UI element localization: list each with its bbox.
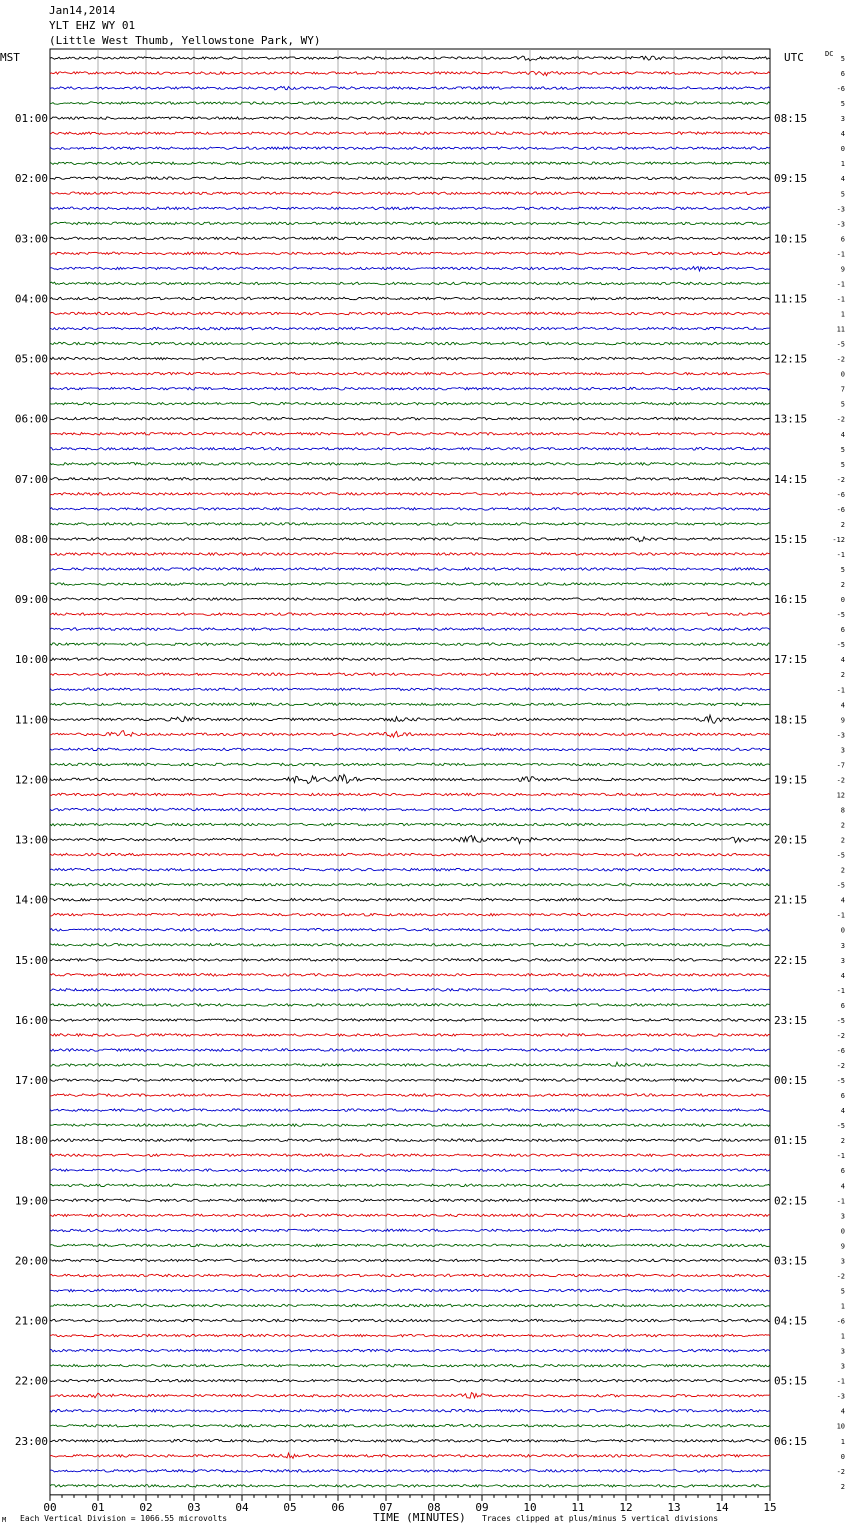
dc-offset-label: 4 — [840, 130, 845, 139]
seismic-trace — [50, 282, 770, 285]
utc-hour-label: 02:15 — [774, 1194, 808, 1208]
x-tick-label: 10 — [523, 1500, 537, 1514]
dc-offset-label: 6 — [840, 1092, 845, 1101]
seismic-trace — [50, 868, 770, 871]
utc-hour-label: 22:15 — [774, 953, 808, 967]
dc-offset-label: 4 — [840, 971, 845, 980]
dc-offset-label: -5 — [836, 641, 845, 650]
dc-offset-label: 0 — [840, 1452, 845, 1461]
seismic-trace — [50, 1425, 770, 1428]
seismic-trace — [50, 1049, 770, 1052]
seismic-trace — [50, 1229, 770, 1232]
mst-hour-label: 15:00 — [14, 953, 48, 967]
seismic-trace — [50, 974, 770, 977]
dc-offset-label: 10 — [836, 1422, 845, 1431]
mst-hour-label: 07:00 — [14, 472, 48, 486]
seismic-trace — [50, 1062, 770, 1066]
dc-offset-label: 4 — [840, 656, 845, 665]
x-tick-label: 13 — [667, 1500, 681, 1514]
dc-offset-label: 2 — [840, 1137, 845, 1146]
dc-offset-label: 1 — [840, 160, 845, 169]
dc-offset-label: -2 — [836, 355, 845, 364]
dc-offset-label: 5 — [840, 55, 845, 63]
dc-offset-label: 3 — [840, 1257, 845, 1266]
dc-offset-label: -1 — [836, 986, 845, 995]
x-axis-title: TIME (MINUTES) — [373, 1511, 466, 1524]
mst-hour-label: 09:00 — [14, 593, 48, 607]
dc-offset-label: 1 — [840, 1302, 845, 1311]
dc-offset-label: 6 — [840, 1167, 845, 1176]
dc-offset-label: 3 — [840, 115, 845, 124]
utc-hour-label: 10:15 — [774, 232, 808, 246]
seismic-trace — [50, 628, 770, 631]
x-tick-label: 12 — [619, 1500, 633, 1514]
mst-hour-label: 16:00 — [14, 1013, 48, 1027]
seismic-trace — [50, 775, 770, 784]
utc-hour-label: 03:15 — [774, 1254, 808, 1268]
seismic-trace — [50, 1244, 770, 1247]
seismic-trace — [50, 1094, 770, 1097]
x-tick-label: 00 — [43, 1500, 57, 1514]
utc-hour-label: 01:15 — [774, 1134, 808, 1148]
utc-hour-label: 18:15 — [774, 713, 808, 727]
mst-hour-label: 19:00 — [14, 1194, 48, 1208]
seismic-trace — [50, 147, 770, 150]
dc-offset-label: 2 — [840, 836, 845, 845]
x-tick-label: 08 — [427, 1500, 441, 1514]
seismic-trace — [50, 658, 770, 661]
seismic-trace — [50, 1274, 770, 1277]
seismic-trace — [50, 463, 770, 466]
seismic-trace — [50, 1453, 770, 1458]
seismic-trace — [50, 357, 770, 360]
dc-offset-label: 2 — [840, 866, 845, 875]
utc-hour-label: 12:15 — [774, 352, 808, 366]
seismic-trace — [50, 823, 770, 826]
dc-offset-label: 3 — [840, 1212, 845, 1221]
dc-offset-label: -1 — [836, 686, 845, 695]
seismic-trace — [50, 1034, 770, 1037]
x-tick-label: 02 — [139, 1500, 153, 1514]
dc-offset-label: 5 — [840, 1287, 845, 1296]
utc-hour-label: 05:15 — [774, 1374, 808, 1388]
seismic-trace — [50, 1334, 770, 1337]
dc-offset-label: -5 — [836, 1016, 845, 1025]
utc-hour-label: 19:15 — [774, 773, 808, 787]
seismic-trace — [50, 929, 770, 932]
mst-hour-label: 20:00 — [14, 1254, 48, 1268]
dc-offset-label: 9 — [840, 265, 845, 274]
utc-hour-label: 09:15 — [774, 172, 808, 186]
dc-offset-label: -5 — [836, 851, 845, 860]
mst-hour-label: 12:00 — [14, 773, 48, 787]
seismic-trace — [50, 1440, 770, 1443]
seismic-trace — [50, 132, 770, 135]
seismic-trace — [50, 1485, 770, 1488]
seismic-trace — [50, 1364, 770, 1367]
seismic-trace — [50, 207, 770, 210]
seismic-trace — [50, 117, 770, 120]
utc-hour-label: 04:15 — [774, 1314, 808, 1328]
dc-offset-label: 6 — [840, 235, 845, 244]
seismic-trace — [50, 1214, 770, 1216]
mst-hour-label: 22:00 — [14, 1374, 48, 1388]
seismic-trace — [50, 836, 770, 844]
seismic-trace — [50, 1319, 770, 1322]
dc-offset-label: 4 — [840, 896, 845, 905]
utc-hour-label: 06:15 — [774, 1434, 808, 1448]
dc-offset-label: 9 — [840, 716, 845, 725]
scale-note: Each Vertical Division = 1066.55 microvolts — [20, 1514, 228, 1523]
dc-offset-label: 3 — [840, 746, 845, 755]
dc-offset-label: 1 — [840, 310, 845, 319]
x-tick-label: 01 — [91, 1500, 105, 1514]
right-timezone-label: UTC — [784, 51, 804, 64]
seismic-trace — [50, 162, 770, 165]
x-tick-label: 15 — [763, 1500, 777, 1514]
dc-offset-label: -7 — [836, 761, 845, 770]
dc-offset-label: 5 — [840, 100, 845, 109]
dc-offset-label: 4 — [840, 1407, 845, 1416]
seismic-trace — [50, 342, 770, 345]
dc-offset-label: -5 — [836, 1122, 845, 1131]
seismic-trace — [50, 883, 770, 886]
seismic-trace — [50, 508, 770, 511]
mst-hour-label: 17:00 — [14, 1074, 48, 1088]
dc-offset-label: 4 — [840, 1107, 845, 1116]
mst-hour-label: 05:00 — [14, 352, 48, 366]
mst-hour-label: 14:00 — [14, 893, 48, 907]
seismic-trace — [50, 1470, 770, 1473]
plot-date: Jan14,2014 — [49, 4, 116, 17]
dc-offset-label: -6 — [836, 1317, 845, 1326]
seismic-trace — [50, 1259, 770, 1262]
dc-offset-label: -3 — [836, 731, 845, 740]
mst-hour-label: 03:00 — [14, 232, 48, 246]
seismic-trace — [50, 1154, 770, 1157]
dc-offset-label: -3 — [836, 1392, 845, 1401]
dc-offset-label: 9 — [840, 1242, 845, 1251]
seismic-trace — [50, 944, 770, 947]
dc-offset-label: -6 — [836, 1046, 845, 1055]
dc-offset-label: -1 — [836, 280, 845, 289]
utc-hour-label: 15:15 — [774, 532, 808, 546]
x-tick-label: 05 — [283, 1500, 297, 1514]
seismic-trace — [50, 493, 770, 496]
seismic-trace — [50, 1169, 770, 1172]
dc-offset-label: 4 — [840, 175, 845, 184]
seismic-trace — [50, 1349, 770, 1352]
seismic-trace — [50, 1124, 770, 1127]
seismic-trace — [50, 748, 770, 751]
seismic-trace — [50, 237, 770, 240]
dc-offset-label: 6 — [840, 70, 845, 79]
dc-offset-label: 5 — [840, 460, 845, 469]
seismic-trace — [50, 613, 770, 616]
dc-offset-label: -12 — [832, 535, 845, 544]
x-tick-label: 03 — [187, 1500, 201, 1514]
seismic-trace — [50, 763, 770, 766]
seismic-trace — [50, 1393, 770, 1399]
seismic-trace — [50, 56, 770, 61]
dc-offset-label: -1 — [836, 295, 845, 304]
station-location: (Little West Thumb, Yellowstone Park, WY) — [49, 34, 321, 47]
dc-offset-label: 2 — [840, 1482, 845, 1491]
seismic-trace — [50, 1004, 770, 1007]
seismic-trace — [50, 1304, 770, 1307]
mst-hour-label: 02:00 — [14, 172, 48, 186]
seismic-trace — [50, 327, 770, 330]
trace-group — [50, 56, 770, 1487]
dc-offset-label: 5 — [840, 566, 845, 575]
footer-mark: M — [2, 1516, 7, 1524]
utc-hour-label: 16:15 — [774, 593, 808, 607]
dc-offset-label: -2 — [836, 1272, 845, 1281]
seismic-trace — [50, 715, 770, 723]
station-code: YLT EHZ WY 01 — [49, 19, 136, 32]
mst-hour-label: 23:00 — [14, 1434, 48, 1448]
dc-offset-label: -6 — [836, 505, 845, 514]
dc-offset-label: 4 — [840, 1182, 845, 1191]
mst-hour-label: 13:00 — [14, 833, 48, 847]
seismic-trace — [50, 793, 770, 796]
dc-offset-label: 11 — [836, 325, 845, 334]
seismic-trace — [50, 222, 770, 225]
seismic-trace — [50, 252, 770, 255]
dc-offset-label: 2 — [840, 581, 845, 590]
mst-hour-label: 06:00 — [14, 412, 48, 426]
seismic-trace — [50, 989, 770, 992]
mst-hour-label: 08:00 — [14, 532, 48, 546]
seismic-trace — [50, 643, 770, 646]
dc-offset-label: 2 — [840, 671, 845, 680]
utc-hour-label: 08:15 — [774, 112, 808, 126]
dc-offset-label: -2 — [836, 415, 845, 424]
seismic-trace — [50, 177, 770, 180]
seismic-trace — [50, 1379, 770, 1382]
dc-offset-label: 2 — [840, 520, 845, 529]
dc-offset-label: -1 — [836, 250, 845, 259]
dc-offset-label: 2 — [840, 821, 845, 830]
dc-offset-label: -5 — [836, 881, 845, 890]
left-timezone-label: MST — [0, 51, 20, 64]
dc-offset-label: -5 — [836, 1077, 845, 1086]
dc-offset-label: 5 — [840, 445, 845, 454]
seismic-trace — [50, 808, 770, 811]
seismic-trace — [50, 898, 770, 901]
mst-hour-label: 11:00 — [14, 713, 48, 727]
seismic-trace — [50, 312, 770, 315]
seismic-trace — [50, 853, 770, 856]
utc-hour-label: 23:15 — [774, 1013, 808, 1027]
seismic-trace — [50, 1409, 770, 1412]
dc-offset-label: -2 — [836, 1467, 845, 1476]
dc-offset-label: 5 — [840, 400, 845, 409]
seismic-trace — [50, 731, 770, 738]
seismic-trace — [50, 914, 770, 917]
utc-hour-label: 20:15 — [774, 833, 808, 847]
seismic-trace — [50, 537, 770, 542]
seismic-trace — [50, 448, 770, 451]
utc-hour-label: 13:15 — [774, 412, 808, 426]
dc-label: DC — [825, 50, 834, 58]
seismic-trace — [50, 1109, 770, 1112]
dc-offset-label: -6 — [836, 85, 845, 94]
dc-offset-label: -1 — [836, 550, 845, 559]
seismic-trace — [50, 1079, 770, 1082]
dc-offset-label: -5 — [836, 340, 845, 349]
seismic-trace — [50, 86, 770, 90]
seismic-trace — [50, 959, 770, 962]
x-tick-label: 11 — [571, 1500, 585, 1514]
dc-offset-label: 4 — [840, 430, 845, 439]
dc-offset-label: 1 — [840, 1437, 845, 1446]
dc-offset-label: 7 — [840, 385, 845, 394]
seismic-trace — [50, 553, 770, 556]
clip-note: Traces clipped at plus/minus 5 vertical divisions — [482, 1514, 719, 1523]
seismic-trace — [50, 192, 770, 195]
dc-offset-label: -5 — [836, 611, 845, 620]
x-tick-label: 04 — [235, 1500, 249, 1514]
utc-hour-label: 00:15 — [774, 1074, 808, 1088]
dc-offset-label: -6 — [836, 490, 845, 499]
seismic-trace — [50, 71, 770, 75]
plot-frame — [50, 49, 770, 1495]
mst-hour-label: 21:00 — [14, 1314, 48, 1328]
dc-offset-label: -3 — [836, 220, 845, 229]
utc-hour-label: 14:15 — [774, 472, 808, 486]
mst-hour-label: 18:00 — [14, 1134, 48, 1148]
dc-offset-label: 5 — [840, 190, 845, 199]
x-tick-label: 14 — [715, 1500, 729, 1514]
seismic-trace — [50, 433, 770, 436]
dc-offset-label: 3 — [840, 941, 845, 950]
seismic-trace — [50, 297, 770, 300]
dc-offset-label: 3 — [840, 1347, 845, 1356]
mst-hour-label: 04:00 — [14, 292, 48, 306]
seismic-trace — [50, 102, 770, 105]
dc-offset-label: -2 — [836, 1031, 845, 1040]
seismic-trace — [50, 673, 770, 676]
dc-offset-label: 3 — [840, 956, 845, 965]
dc-offset-label: 6 — [840, 626, 845, 635]
dc-offset-label: -3 — [836, 205, 845, 214]
seismic-trace — [50, 568, 770, 571]
dc-offset-label: -2 — [836, 776, 845, 785]
dc-offset-label: -2 — [836, 475, 845, 484]
x-tick-label: 09 — [475, 1500, 489, 1514]
utc-hour-label: 21:15 — [774, 893, 808, 907]
dc-offset-label: -1 — [836, 1377, 845, 1386]
dc-offset-label: -1 — [836, 1152, 845, 1161]
seismic-trace — [50, 1019, 770, 1022]
seismic-trace — [50, 1289, 770, 1292]
seismic-trace — [50, 418, 770, 421]
dc-offset-label: 8 — [840, 806, 845, 815]
seismic-trace — [50, 688, 770, 691]
seismic-trace — [50, 267, 770, 272]
utc-hour-label: 17:15 — [774, 653, 808, 667]
utc-hour-label: 11:15 — [774, 292, 808, 306]
seismic-trace — [50, 703, 770, 706]
seismic-trace — [50, 478, 770, 481]
dc-offset-label: -1 — [836, 1197, 845, 1206]
dc-offset-label: 4 — [840, 701, 845, 710]
dc-offset-label: 3 — [840, 1362, 845, 1371]
x-tick-label: 06 — [331, 1500, 345, 1514]
seismic-trace — [50, 523, 770, 526]
seismic-trace — [50, 1139, 770, 1142]
dc-offset-label: 0 — [840, 926, 845, 935]
seismic-trace — [50, 387, 770, 390]
x-tick-label: 07 — [379, 1500, 393, 1514]
seismic-trace — [50, 372, 770, 375]
dc-offset-label: 0 — [840, 370, 845, 379]
dc-offset-label: 6 — [840, 1001, 845, 1010]
seismic-trace — [50, 1199, 770, 1202]
dc-offset-label: 0 — [840, 596, 845, 605]
mst-hour-label: 01:00 — [14, 112, 48, 126]
label-group — [0, 50, 845, 1514]
seismic-trace — [50, 402, 770, 405]
dc-offset-label: 0 — [840, 145, 845, 154]
seismic-trace — [50, 1184, 770, 1187]
dc-offset-label: -1 — [836, 911, 845, 920]
dc-offset-label: 1 — [840, 1332, 845, 1341]
seismic-trace — [50, 598, 770, 601]
dc-offset-label: 12 — [836, 791, 845, 800]
dc-offset-label: 0 — [840, 1227, 845, 1236]
mst-hour-label: 10:00 — [14, 653, 48, 667]
dc-offset-label: -2 — [836, 1062, 845, 1071]
seismic-trace — [50, 583, 770, 586]
